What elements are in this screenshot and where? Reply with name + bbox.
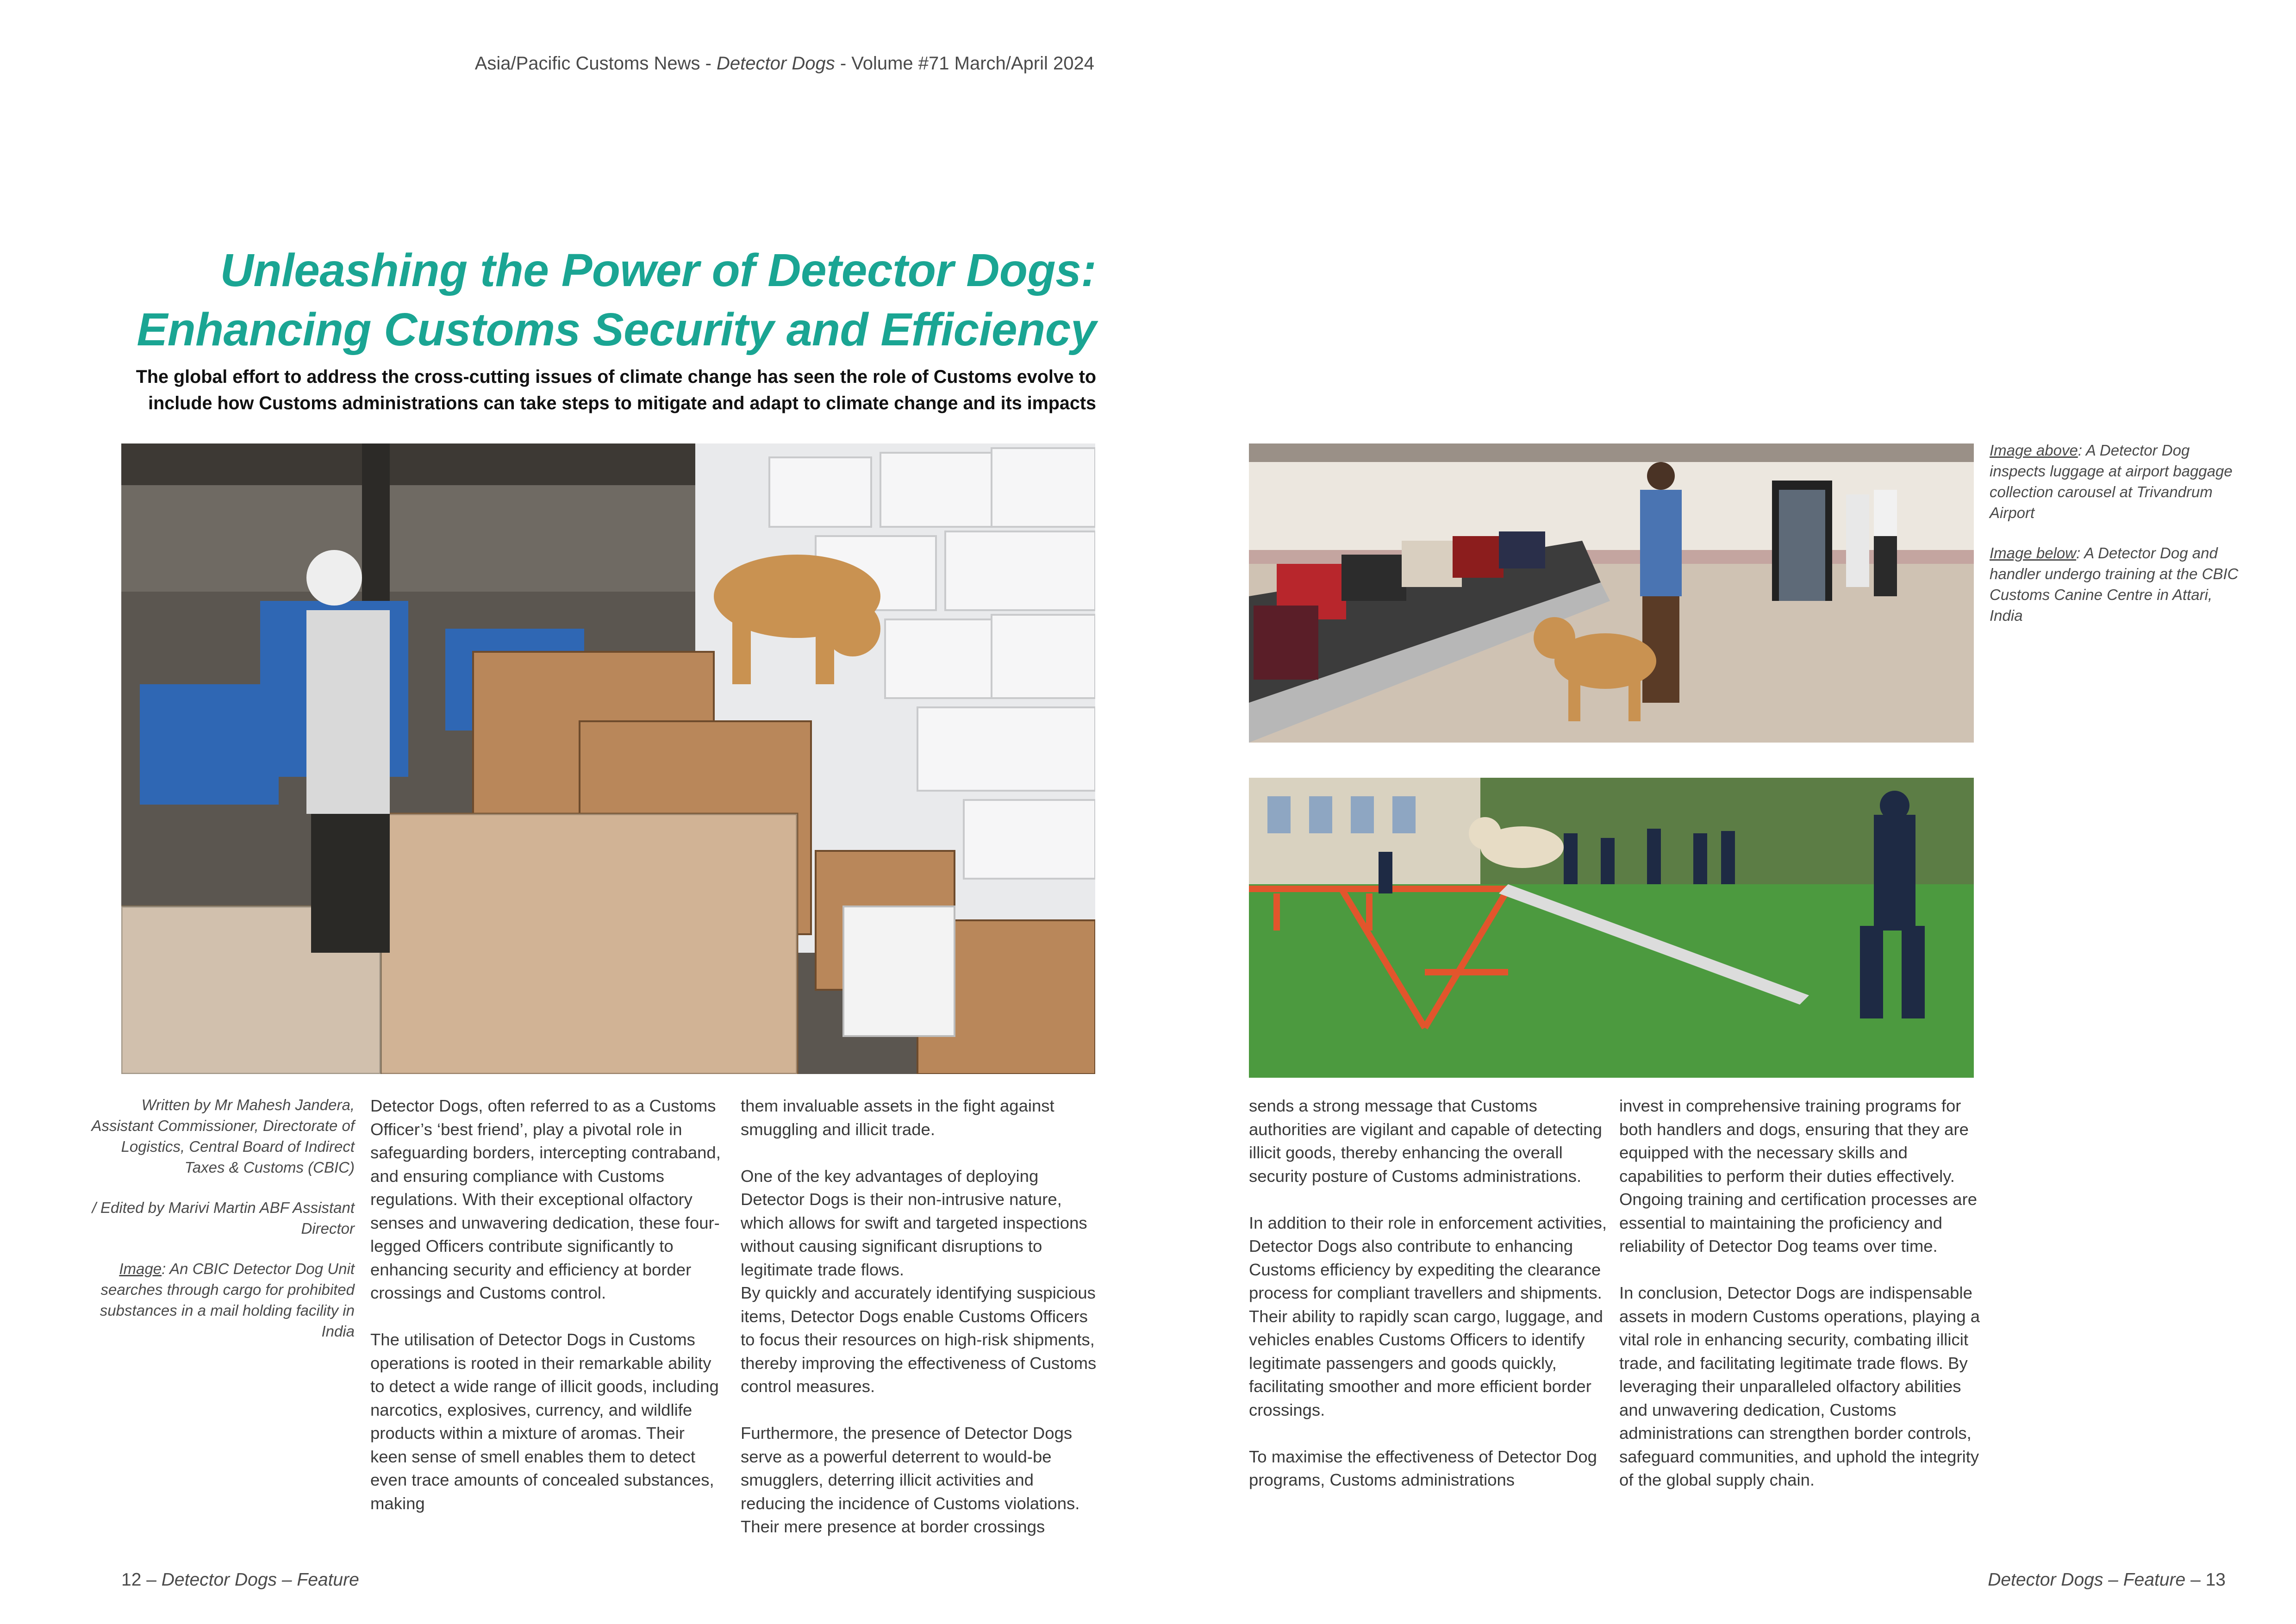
caption-image-above-text: : A Detector Dog inspects luggage at airport baggage collection carousel at Trivandrum Airport: [1990, 442, 2233, 521]
cargo-inspection-photo: [121, 443, 1095, 1074]
paragraph: The utilisation of Detector Dogs in Customs operations is rooted in their remarkable ability to detect a wide range of illicit goods, including narcotics, explosives, currency, and wildlife products within a mixture of aromas. Their keen sense of smell enables them to detect even trace amounts of concealed substances, making: [370, 1330, 719, 1513]
article-title-line-2: Enhancing Customs Security and Efficiency: [137, 304, 1096, 356]
paragraph: To maximise the effectiveness of Detector Dog programs, Customs administrations: [1249, 1447, 1597, 1489]
footer-right: [1988, 1568, 2226, 1592]
paragraph: By quickly and accurately identifying suspicious items, Detector Dogs enable Customs Officers to focus their resources on high-risk shipments, thereby improving the effectiveness of Customs control measures.: [741, 1283, 1097, 1396]
footer-left: [121, 1568, 359, 1592]
paragraph: In conclusion, Detector Dogs are indispensable assets in modern Customs operations, playing a vital role in enhancing security, combating illicit trade, and facilitating legitimate trade flows. By leveraging their unparalleled olfactory abilities and unwavering dedication, Customs administrations can strengthen border controls, safeguard communities, and uphold the integrity of the global supply chain.: [1619, 1283, 1980, 1489]
caption-main-image-text: : An CBIC Detector Dog Unit searches through cargo for prohibited substances in a mail holding facility in India: [100, 1260, 355, 1340]
paragraph: In addition to their role in enforcement activities, Detector Dogs also contribute to enhancing Customs efficiency by expediting the clearance process for compliant travellers and shipments. Their ability to rapidly scan cargo, luggage, and vehicles enables Customs Officers to identify legitimate passengers and goods quickly, facilitating smoother and more efficient border crossings.: [1249, 1213, 1607, 1419]
body-column-2: [741, 1094, 1102, 1562]
footer-left-text: Detector Dogs – Feature: [161, 1570, 359, 1590]
running-head-issue: - Volume #71 March/April 2024: [835, 53, 1094, 74]
body-column-1: [370, 1094, 722, 1539]
airport-carousel-photo: [1249, 443, 1974, 743]
body-column-4: [1619, 1094, 1980, 1515]
paragraph: Detector Dogs, often referred to as a Customs Officer’s ‘best friend’, play a pivotal role in safeguarding borders, intercepting contraband, and ensuring compliance with Customs regulations. With their exceptional olfactory senses and unwavering dedication, these four-legged Officers contribute significantly to enhancing security and efficiency at border crossings and Customs control.: [370, 1096, 721, 1302]
footer-right-text: Detector Dogs – Feature: [1988, 1570, 2186, 1590]
running-head-section: Detector Dogs: [717, 53, 835, 74]
article-title: [102, 241, 1096, 359]
caption-image-above-label: Image above: [1990, 442, 2078, 459]
article-title-line-1: Unleashing the Power of Detector Dogs:: [220, 244, 1096, 296]
standfirst-line-2: include how Customs administrations can take steps to mitigate and adapt to climate change and its impacts: [148, 393, 1096, 413]
footer-right-separator: –: [2185, 1570, 2206, 1590]
caption-image-below-text: : A Detector Dog and handler undergo training at the CBIC Customs Canine Centre in Attari, India: [1990, 544, 2239, 624]
byline-editor: / Edited by Marivi Martin ABF Assistant Director: [92, 1199, 355, 1237]
article-standfirst: [93, 364, 1096, 417]
page-number-left: 12: [121, 1570, 142, 1590]
caption-image-below: [1990, 543, 2249, 626]
caption-image-above: [1990, 440, 2249, 523]
running-head-publication: Asia/Pacific Customs News -: [474, 53, 717, 74]
footer-left-separator: –: [141, 1570, 162, 1590]
paragraph: them invaluable assets in the fight against smuggling and illicit trade.: [741, 1096, 1054, 1139]
running-head: [139, 52, 1094, 75]
paragraph: Furthermore, the presence of Detector Dogs serve as a powerful deterrent to would-be smugglers, deterring illicit activities and reducing the incidence of Customs violations. Their mere presence at border crossings: [741, 1424, 1080, 1536]
caption-main-image: [83, 1258, 355, 1342]
paragraph: sends a strong message that Customs authorities are vigilant and capable of detecting illicit goods, thereby enhancing the overall security posture of Customs administrations.: [1249, 1096, 1602, 1186]
paragraph: One of the key advantages of deploying Detector Dogs is their non-intrusive nature, which allows for swift and targeted inspections without causing significant disruptions to legitimate trade flows.: [741, 1166, 1087, 1279]
photo-captions-right: [1990, 440, 2249, 645]
page-number-right: 13: [2205, 1570, 2226, 1590]
paragraph: invest in comprehensive training programs for both handlers and dogs, ensuring that they are equipped with the necessary skills and capabilities to perform their duties effectively. Ongoing training and certification processes are essential to maintaining the proficiency and reliability of Detector Dog teams over time.: [1619, 1096, 1978, 1255]
caption-image-below-label: Image below: [1990, 544, 2077, 562]
canine-training-photo: [1249, 778, 1974, 1078]
caption-main-image-label: Image: [119, 1260, 162, 1277]
standfirst-line-1: The global effort to address the cross-cutting issues of climate change has seen the role of Customs evolve to: [136, 367, 1096, 387]
byline-block: [83, 1094, 355, 1361]
byline-author: Written by Mr Mahesh Jandera, Assistant Commissioner, Directorate of Logistics, Central Board of Indirect Taxes & Customs (CBIC): [91, 1096, 355, 1176]
body-column-3: [1249, 1094, 1610, 1515]
